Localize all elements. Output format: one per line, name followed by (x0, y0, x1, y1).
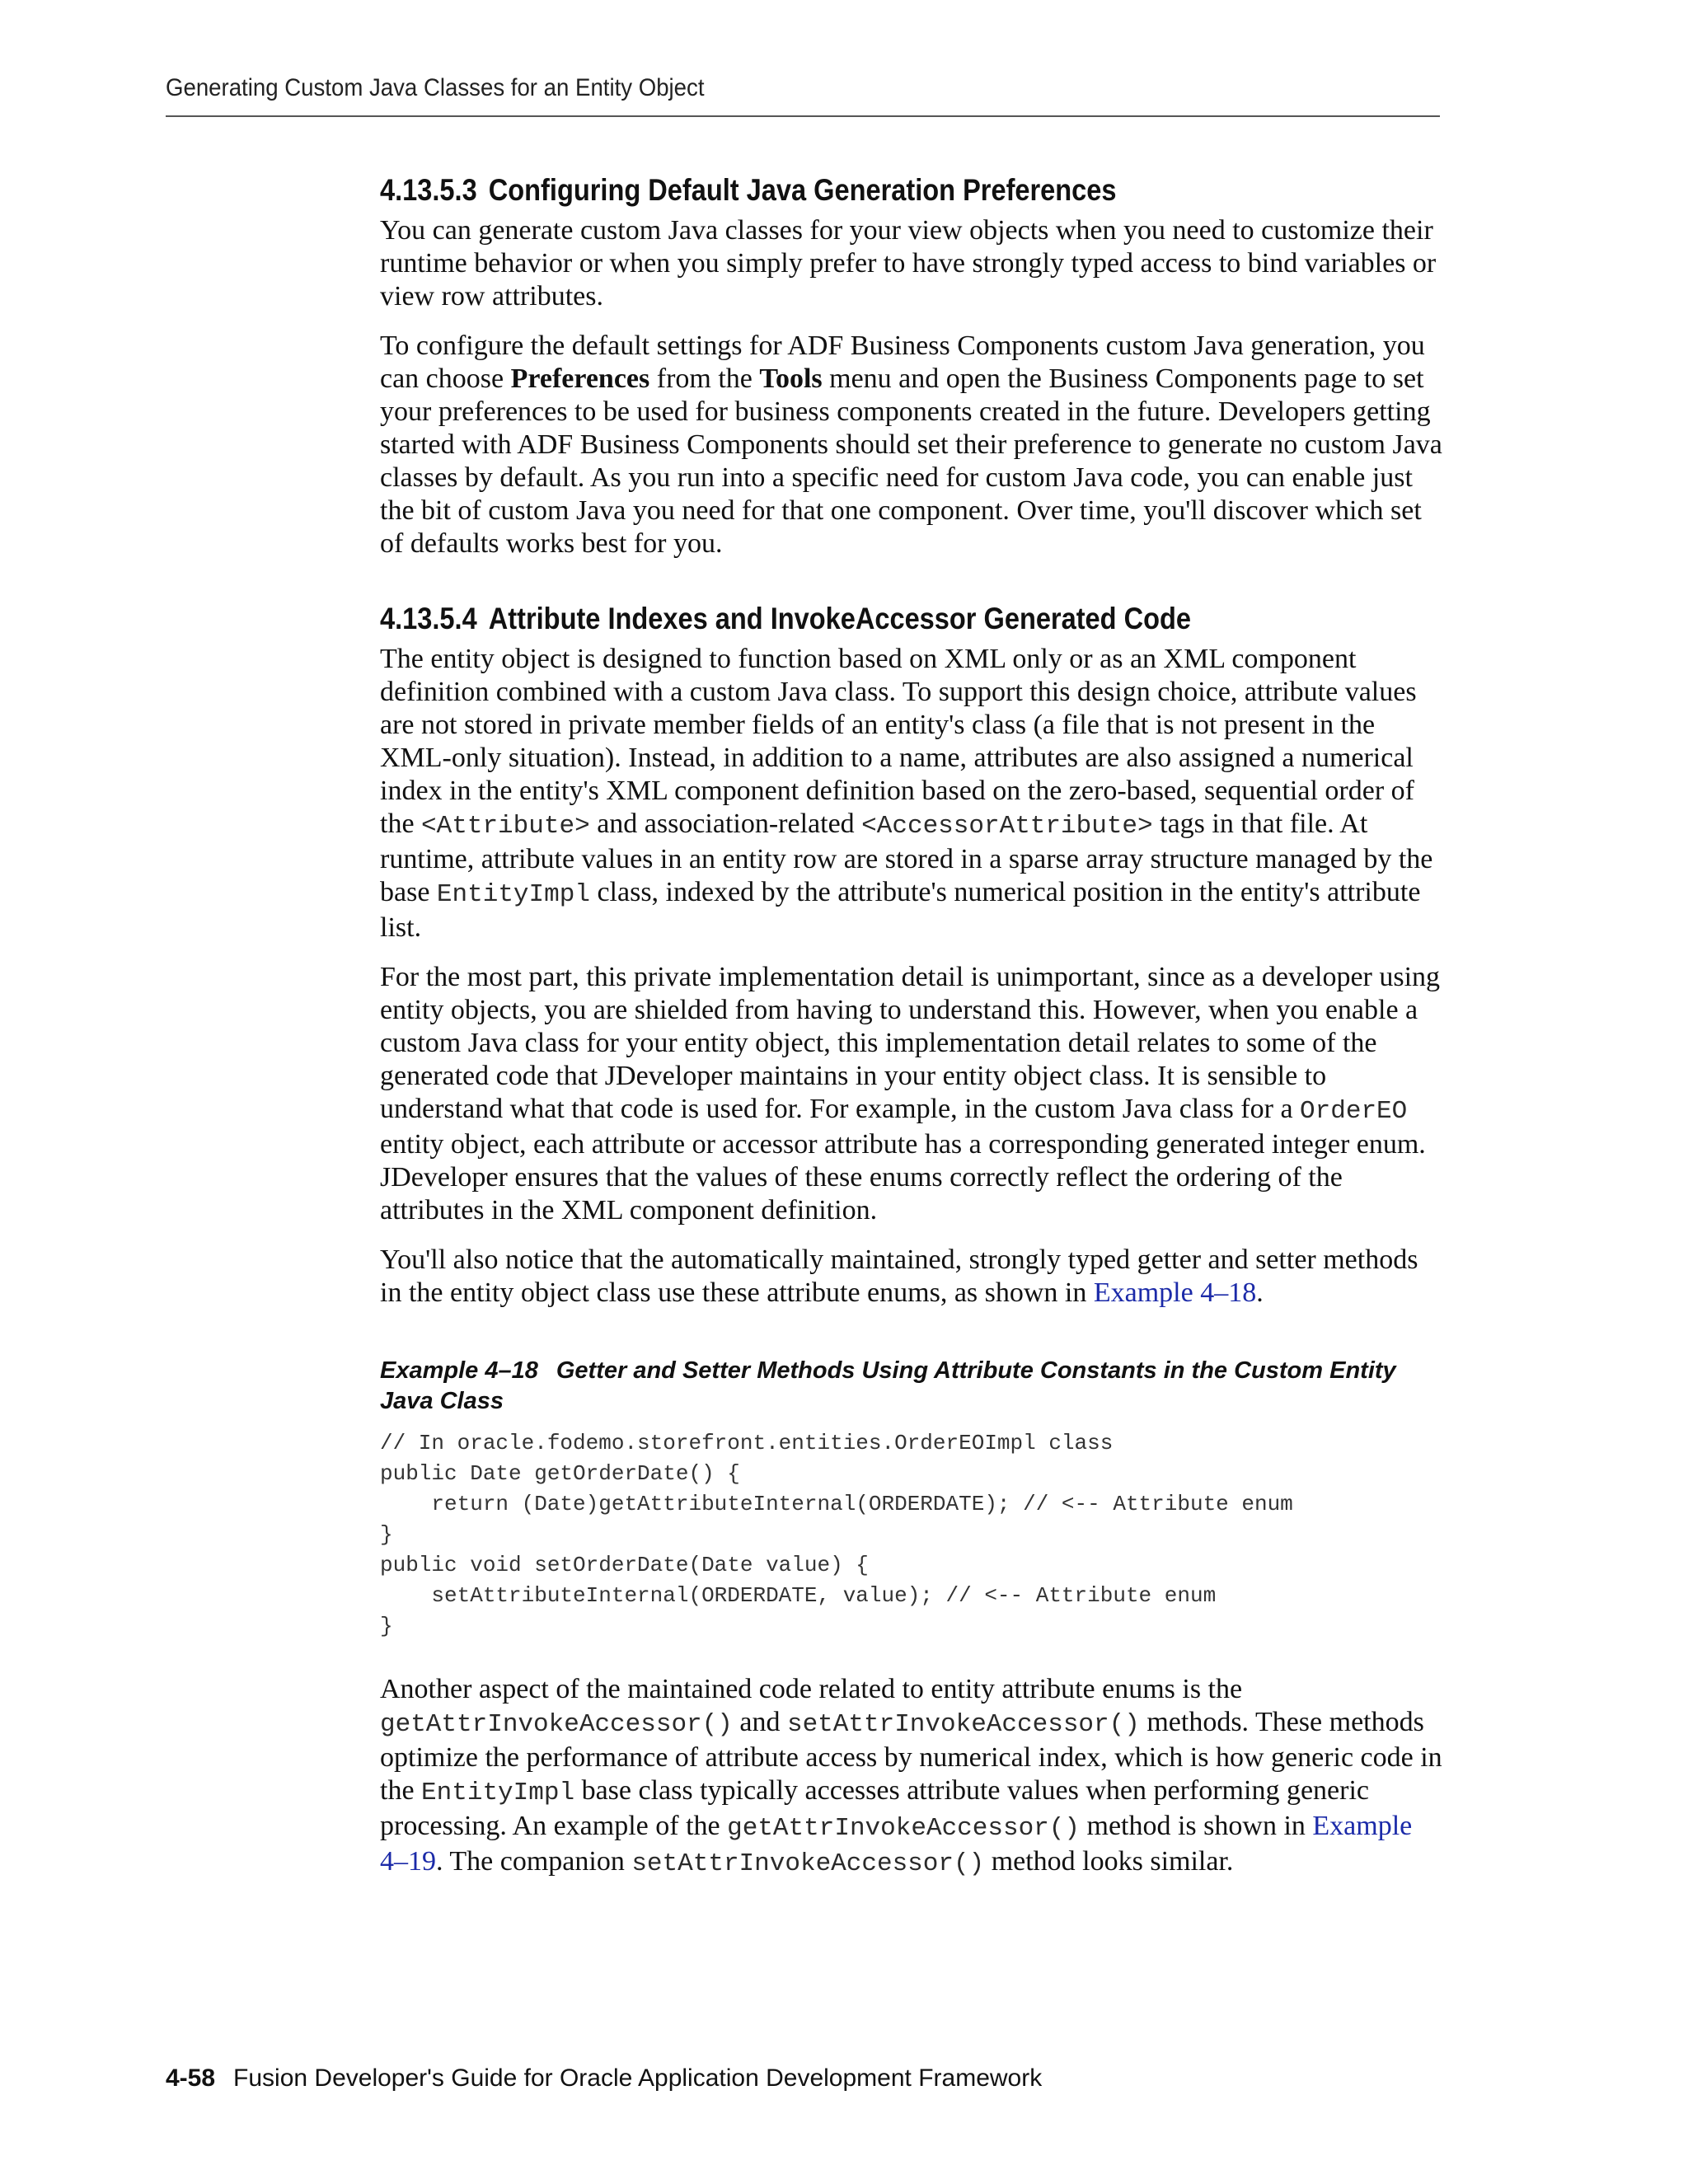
page-number: 4-58 (166, 2064, 216, 2092)
text-run: entity object, each attribute or accessor attribute has a corresponding generated integer enum. JDeveloper ensures that the values of these enums correctly reflect the ordering of the attributes in the XML component definition. (380, 1129, 1426, 1226)
example-4-19-link[interactable]: Example 4–19 (380, 1811, 1413, 1877)
code-example (380, 1428, 1443, 1642)
ui-term-preferences: Preferences (510, 363, 650, 394)
text-run: class, indexed by the attribute's numerical position in the entity's attribute list. (380, 877, 1421, 943)
code-line: return (Date)getAttributeInternal(ORDERDATE); // <-- Attribute enum (380, 1492, 1293, 1516)
code-line: setAttributeInternal(ORDERDATE, value); // <-- Attribute enum (380, 1583, 1217, 1608)
ui-term-tools: Tools (759, 363, 823, 394)
text-run: menu and open the Business Components page to set your preferences to be used for business components created in the future. Developers getting started with ADF Business Components should set their preference to generate no custom Java classes by default. As you run into a specific need for custom Java code, you can enable just the bit of custom Java you need for that one component. Over time, you'll discover which set of defaults works best for you. (380, 363, 1442, 559)
code-line: } (380, 1522, 393, 1547)
text-run: method is shown in (1080, 1811, 1313, 1841)
code-line: public Date getOrderDate() { (380, 1461, 740, 1486)
paragraph (380, 643, 1443, 944)
text-run: and association-related (589, 808, 862, 839)
inline-code: EntityImpl (436, 880, 590, 909)
example-title (380, 1356, 1443, 1417)
text-run: methods. These methods optimize the performance of attribute access by numerical index, which is how generic code in the (380, 1707, 1442, 1806)
text-run: Another aspect of the maintained code related to entity attribute enums is the (380, 1674, 1243, 1704)
paragraph (380, 961, 1443, 1227)
inline-code: getAttrInvokeAccessor() (727, 1814, 1080, 1843)
section-title: Attribute Indexes and InvokeAccessor Generated Code (488, 602, 1192, 635)
running-header: Generating Custom Java Classes for an Entity Object (166, 74, 705, 101)
text-run: and (732, 1707, 787, 1737)
inline-code: OrderEO (1300, 1097, 1408, 1126)
page-footer (166, 2064, 1042, 2093)
inline-code: getAttrInvokeAccessor() (380, 1710, 733, 1739)
paragraph (380, 330, 1443, 560)
text-run: tags in that file. At runtime, attribute values in an entity row are stored in a sparse array structure managed by the base (380, 808, 1433, 907)
text-run: You'll also notice that the automatically maintained, strongly typed getter and setter methods in the entity object class use these attribute enums, as shown in (380, 1244, 1418, 1308)
inline-code: EntityImpl (421, 1779, 575, 1807)
paragraph (380, 1244, 1443, 1310)
text-run: . The companion (436, 1846, 632, 1877)
inline-code: <Attribute> (421, 812, 590, 841)
header-rule (166, 115, 1440, 117)
code-line: // In oracle.fodemo.storefront.entities.OrderEOImpl class (380, 1431, 1114, 1455)
code-line: } (380, 1614, 393, 1638)
example-number: Example 4–18 (380, 1357, 538, 1384)
section-heading-4-13-5-3 (380, 171, 1315, 209)
text-run: For the most part, this private implementation detail is unimportant, since as a developer using entity objects, you are shielded from having to understand this. However, when you enable a custom Java class for your entity object, this implementation detail relates to some of the generated code that JDeveloper maintains in your entity object class. It is sensible to understand what that code is used for. For example, in the custom Java class for a (380, 962, 1441, 1124)
text-run: The entity object is designed to function based on XML only or as an XML component definition combined with a custom Java class. To support this design choice, attribute values are not stored in private member fields of an entity's class (a file that is not present in the XML-only situation). Instead, in addition to a name, attributes are also assigned a numerical index in the entity's XML component definition based on the zero-based, sequential order of the (380, 644, 1417, 839)
code-line: public void setOrderDate(Date value) { (380, 1553, 869, 1577)
text-run: method looks similar. (984, 1846, 1234, 1877)
text-run: . (1256, 1277, 1264, 1308)
example-4-18-link[interactable]: Example 4–18 (1093, 1277, 1257, 1308)
inline-code: <AccessorAttribute> (861, 812, 1153, 841)
inline-code: setAttrInvokeAccessor() (631, 1849, 985, 1878)
section-number: 4.13.5.3 (380, 173, 477, 207)
book-title: Fusion Developer's Guide for Oracle Application Development Framework (233, 2064, 1043, 2092)
text-run: from the (649, 363, 760, 394)
text-run: base class typically accesses attribute values when performing generic processing. An example of the (380, 1775, 1369, 1841)
inline-code: setAttrInvokeAccessor() (786, 1710, 1140, 1739)
page-body (380, 171, 1443, 1881)
section-title: Configuring Default Java Generation Preferences (488, 173, 1117, 207)
section-number: 4.13.5.4 (380, 602, 477, 635)
paragraph: You can generate custom Java classes for your view objects when you need to customize their runtime behavior or when you simply prefer to have strongly typed access to bind variables or view row attributes. (380, 215, 1437, 312)
section-heading-4-13-5-4 (380, 600, 1315, 638)
text-run: To configure the default settings for ADF Business Components custom Java generation, you can choose (380, 330, 1425, 394)
example-caption: Getter and Setter Methods Using Attribute Constants in the Custom Entity Java Class (380, 1357, 1396, 1414)
paragraph (380, 1673, 1443, 1881)
